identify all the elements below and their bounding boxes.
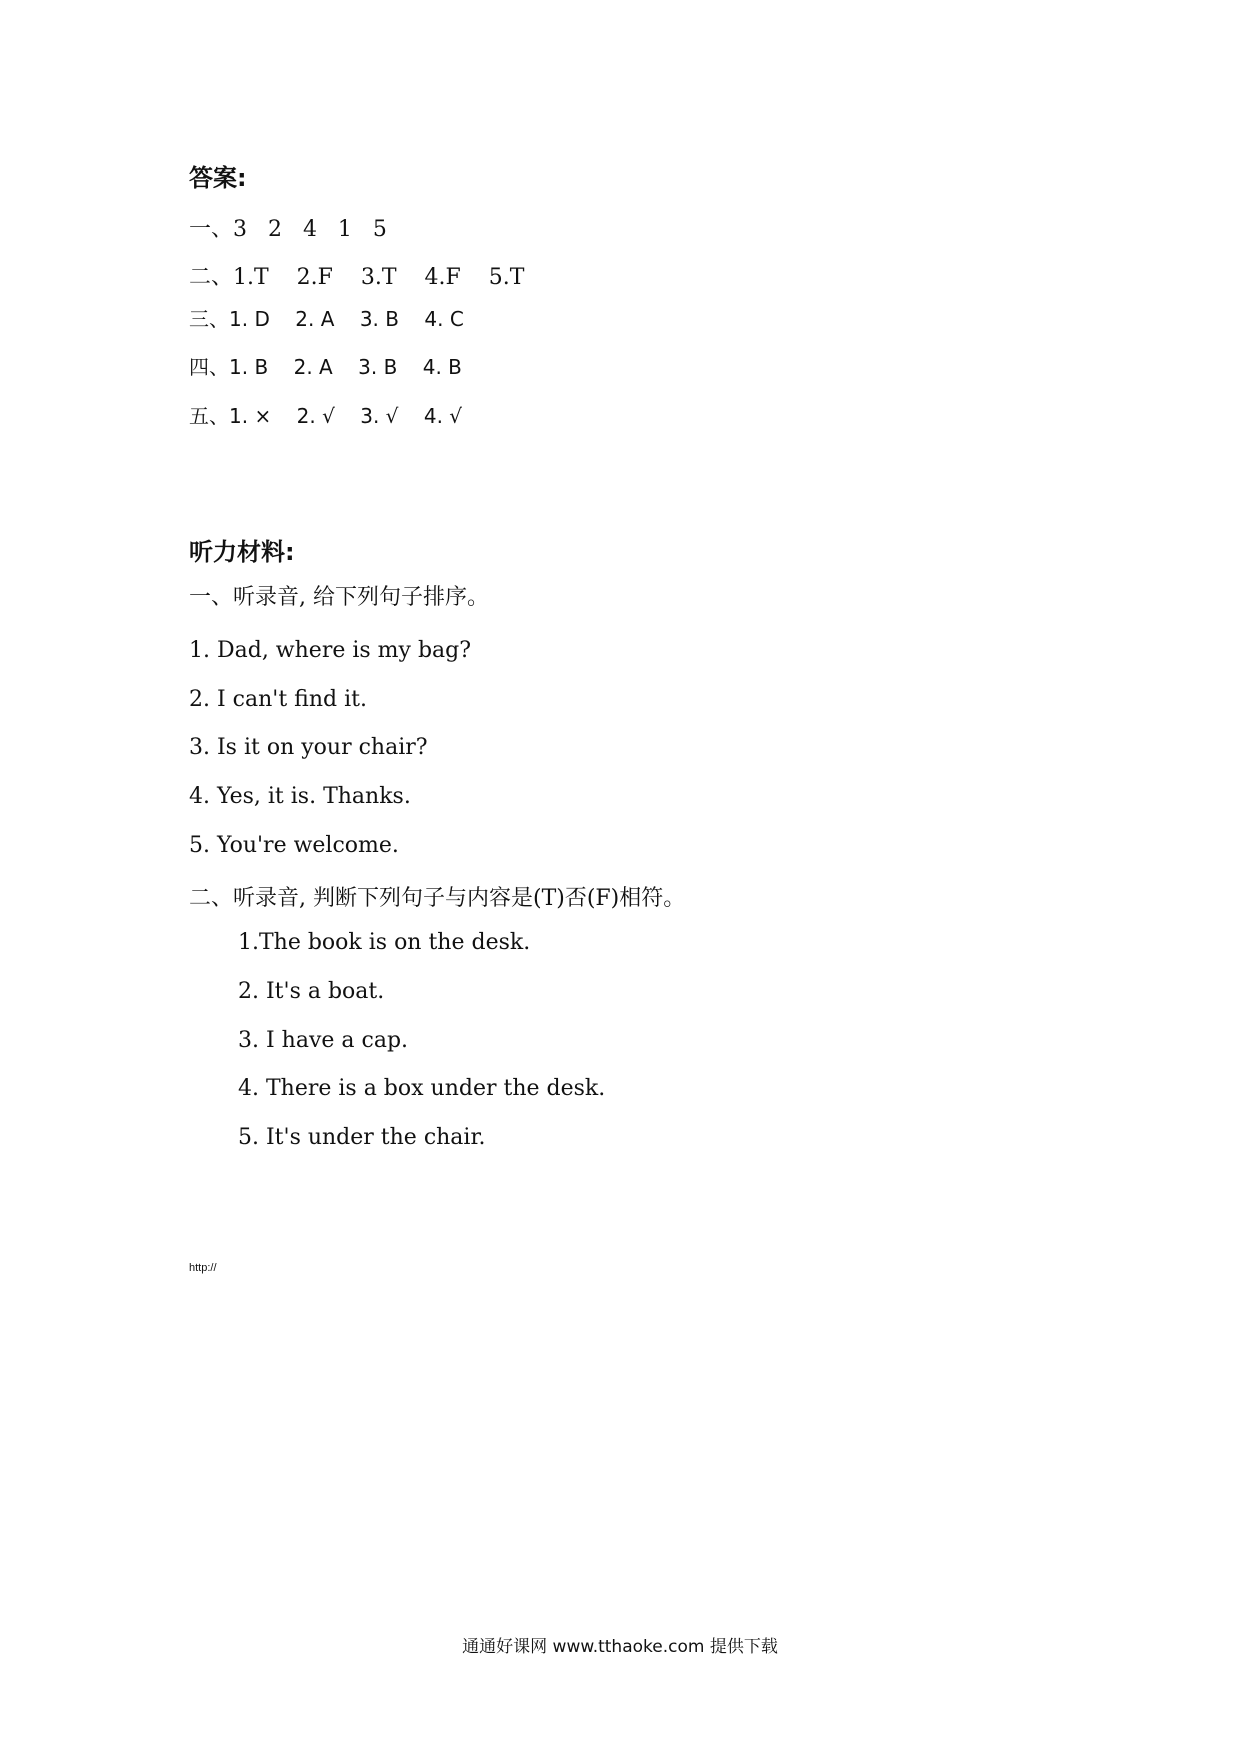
section1-heading: 一、听录音, 给下列句子排序。	[189, 585, 489, 610]
section2-item-4: 4. There is a box under the desk.	[238, 1076, 606, 1101]
section2-item-1: 1.The book is on the desk.	[238, 930, 531, 955]
section2-item-3: 3. I have a cap.	[238, 1028, 409, 1053]
listening-title: 听力材料:	[189, 538, 295, 566]
answer-line-4: 四、1. B 2. A 3. B 4. B	[189, 355, 462, 379]
section1-item-3: 3. Is it on your chair?	[189, 735, 428, 760]
answer-line-1: 一、3 2 4 1 5	[189, 217, 387, 242]
section1-item-2: 2. I can't find it.	[189, 687, 367, 712]
section2-item-5: 5. It's under the chair.	[238, 1125, 486, 1150]
footer-credit: 通通好课网 www.tthaoke.com 提供下载	[462, 1637, 778, 1657]
answers-title: 答案:	[189, 164, 247, 192]
section1-item-5: 5. You're welcome.	[189, 833, 399, 858]
link-text: http://	[189, 1262, 217, 1274]
section1-item-1: 1. Dad, where is my bag?	[189, 638, 472, 663]
answer-line-2: 二、1.T 2.F 3.T 4.F 5.T	[189, 265, 525, 290]
answer-line-5: 五、1. × 2. √ 3. √ 4. √	[189, 404, 463, 428]
section2-heading: 二、听录音, 判断下列句子与内容是(T)否(F)相符。	[189, 886, 686, 911]
section2-item-2: 2. It's a boat.	[238, 979, 385, 1004]
section1-item-4: 4. Yes, it is. Thanks.	[189, 784, 411, 809]
answer-line-3: 三、1. D 2. A 3. B 4. C	[189, 307, 464, 331]
